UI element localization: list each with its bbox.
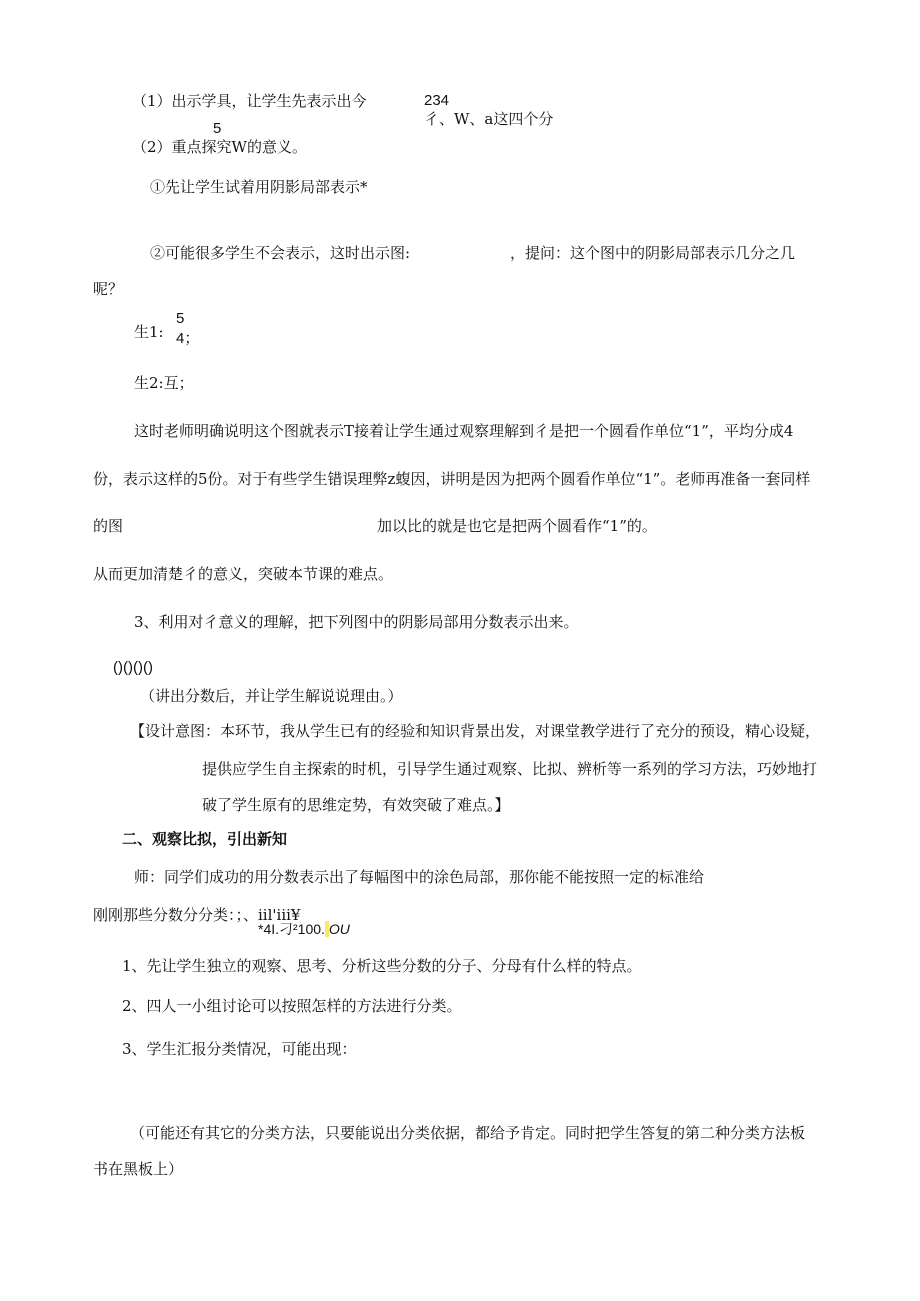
step-list-3: 3、学生汇报分类情况，可能出现：	[122, 1040, 357, 1058]
answer-blanks: ()()()()	[113, 659, 153, 676]
teacher-line: 师：同学们成功的用分数表示出了每幅图中的涂色局部，那你能不能按照一定的标准给	[134, 868, 705, 886]
student-1-denominator: 4；	[176, 330, 200, 347]
sub-step-1: ①先让学生试着用阴影局部表示*	[150, 178, 368, 196]
question-end: 呢？	[93, 280, 124, 298]
exercise-3: 3、利用对彳意义的理解，把下列图中的阴影局部用分数表示出来。	[134, 613, 579, 631]
sub-step-2: ②可能很多学生不会表示，这时出示图:	[150, 244, 411, 262]
paragraph-line-3a: 的图	[93, 517, 124, 535]
step-2-text: （2）重点探究W的意义。	[132, 138, 307, 156]
design-intent-line-1: 【设计意图：本环节，我从学生已有的经验和知识背景出发，对课堂教学进行了充分的预设，精心设疑，	[130, 722, 821, 740]
student-1-numerator: 5	[176, 310, 185, 327]
paragraph-line-1: 这时老师明确说明这个图就表示T接着让学生通过观察理解到彳是把一个圆看作单位“1”，平均分成4	[134, 422, 794, 440]
paragraph-line-4: 从而更加清楚彳的意义，突破本节课的难点。	[93, 565, 394, 583]
closing-note-line-1: （可能还有其它的分类方法，只要能说出分类依据，都给予肯定。同时把学生答复的第二种分类方法板	[130, 1124, 806, 1142]
step-list-1: 1、先让学生独立的观察、思考、分析这些分数的分子、分母有什么样的特点。	[122, 957, 642, 975]
step-1-continuation: 彳、W、a这四个分	[424, 110, 554, 128]
closing-note-line-2: 书在黑板上）	[93, 1160, 184, 1178]
garbled-fractions: *4I.刁²100. OU	[258, 921, 350, 937]
step-1-text: （1）出示学具，让学生先表示出今	[132, 92, 367, 110]
step-list-2: 2、四人一小组讨论可以按照怎样的方法进行分类。	[122, 997, 462, 1015]
fraction-numerator-5: 5	[213, 120, 222, 137]
fraction-numerators: 234	[424, 92, 450, 109]
design-intent-line-2: 提供应学生自主探索的时机，引导学生通过观察、比拟、辨析等一系列的学习方法，巧妙地打	[202, 760, 818, 778]
student-1-label: 生1:	[134, 323, 164, 341]
paragraph-line-3b: 加以比的就是也它是把两个圆看作“1”的。	[377, 517, 657, 535]
sub-step-2-question: ，提问：这个图中的阴影局部表示几分之几	[510, 244, 796, 262]
explain-note: （讲出分数后，并让学生解说说理由。）	[140, 687, 403, 705]
paragraph-line-2: 份，表示这样的5份。对于有些学生错误理弊z蝮因，讲明是因为把两个圆看作单位“1”。老师再准备一套同样	[93, 470, 811, 488]
classify-line: 刚刚那些分数分分类：；、iil'iii¥	[93, 906, 301, 924]
section-heading-2: 二、观察比拟，引出新知	[122, 830, 288, 848]
design-intent-line-3: 破了学生原有的思维定势，有效突破了难点。】	[202, 796, 510, 814]
student-2-answer: 生2:互；	[134, 374, 194, 392]
